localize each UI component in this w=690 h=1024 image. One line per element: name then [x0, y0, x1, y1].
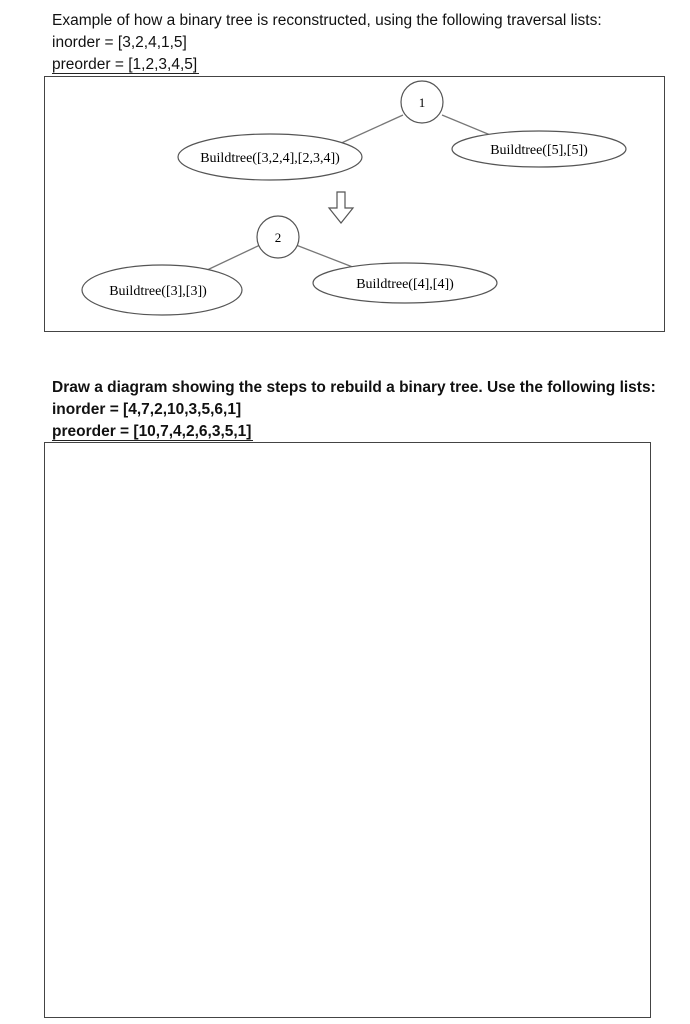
example-tree-diagram: [45, 77, 664, 331]
left-call-label: Buildtree([3,2,4],[2,3,4]): [200, 151, 340, 166]
down-arrow-icon: [329, 192, 353, 223]
task-preorder-text: preorder = [10,7,4,2,6,3,5,1]: [52, 423, 252, 440]
example-diagram-frame: [44, 76, 665, 332]
intro-preorder: [52, 54, 199, 76]
edge-root-left: [337, 115, 403, 145]
answer-drawing-area[interactable]: [44, 442, 651, 1018]
task-preorder: [52, 421, 253, 443]
left-right-call-label: Buildtree([4],[4]): [356, 277, 454, 292]
node2-label: 2: [274, 230, 282, 245]
task-inorder: inorder = [4,7,2,10,3,5,6,1]: [52, 401, 242, 418]
edge-node2-left: [205, 245, 260, 271]
intro-inorder: inorder = [3,2,4,1,5]: [52, 34, 187, 51]
intro-preorder-text: preorder = [1,2,3,4,5]: [52, 56, 198, 73]
root-node-label: 1: [418, 95, 426, 110]
right-call-label: Buildtree([5],[5]): [490, 143, 588, 158]
task-instruction: Draw a diagram showing the steps to rebuild a binary tree. Use the following lists:: [52, 379, 656, 396]
intro-sentence: Example of how a binary tree is reconstructed, using the following traversal lists:: [52, 12, 602, 29]
left-left-call-label: Buildtree([3],[3]): [109, 284, 207, 299]
